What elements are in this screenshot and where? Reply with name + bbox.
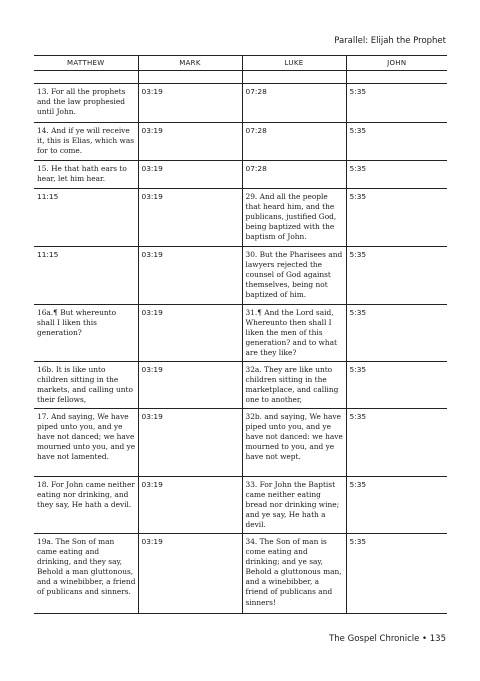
spacer-cell: [34, 71, 138, 84]
mark-cell: 03:19: [138, 247, 242, 305]
matthew-cell: 19a. The Son of man came eating and drinking, and they say, Behold a man gluttonous, and a winebibber, a friend of publicans and sinners.: [34, 534, 138, 614]
john-cell: 5:35: [346, 477, 447, 534]
mark-cell: 03:19: [138, 84, 242, 123]
mark-cell: 03:19: [138, 477, 242, 534]
table-row: [34, 161, 447, 189]
john-cell: 5:35: [346, 305, 447, 362]
spacer-cell: [242, 71, 346, 84]
luke-cell: 34. The Son of man is come eating and drinking; and ye say, Behold a gluttonous man, and a winebibber, a friend of publicans and sinners!: [242, 534, 346, 614]
table-row: [34, 477, 447, 534]
table-row: [34, 409, 447, 477]
john-cell: 5:35: [346, 161, 447, 189]
column-header-john: JOHN: [346, 56, 447, 71]
luke-cell: 07:28: [242, 161, 346, 189]
matthew-cell: 13. For all the prophets and the law prophesied until John.: [34, 84, 138, 123]
luke-cell: 33. For John the Baptist came neither eating bread nor drinking wine; and ye say, He hath a devil.: [242, 477, 346, 534]
matthew-cell: 16b. It is like unto children sitting in the markets, and calling unto their fellows,: [34, 362, 138, 409]
john-cell: 5:35: [346, 534, 447, 614]
luke-cell: 31.¶ And the Lord said, Whereunto then shall I liken the men of this generation? and to what are they like?: [242, 305, 346, 362]
column-header-mark: MARK: [138, 56, 242, 71]
table-row: [34, 84, 447, 123]
luke-cell: 32a. They are like unto children sitting in the marketplace, and calling one to another,: [242, 362, 346, 409]
matthew-cell: 18. For John came neither eating nor drinking, and they say, He hath a devil.: [34, 477, 138, 534]
mark-cell: 03:19: [138, 534, 242, 614]
table-row: [34, 534, 447, 614]
mark-cell: 03:19: [138, 189, 242, 247]
table-row: [34, 362, 447, 409]
matthew-cell: 11:15: [34, 247, 138, 305]
spacer-cell: [346, 71, 447, 84]
john-cell: 5:35: [346, 409, 447, 477]
mark-cell: 03:19: [138, 123, 242, 161]
matthew-cell: 17. And saying, We have piped unto you, and ye have not danced; we have mourned unto you, and ye have not lamented.: [34, 409, 138, 477]
page-header-title: Parallel: Elijah the Prophet: [334, 36, 446, 46]
luke-cell: 29. And all the people that heard him, and the publicans, justified God, being baptized with the baptism of John.: [242, 189, 346, 247]
matthew-cell: 15. He that hath ears to hear, let him hear.: [34, 161, 138, 189]
john-cell: 5:35: [346, 84, 447, 123]
john-cell: 5:35: [346, 189, 447, 247]
spacer-cell: [138, 71, 242, 84]
table-row: [34, 189, 447, 247]
column-header-matthew: MATTHEW: [34, 56, 138, 71]
luke-cell: 32b. and saying, We have piped unto you, and ye have not danced: we have mourned to you, and ye have not wept.: [242, 409, 346, 477]
luke-cell: 07:28: [242, 123, 346, 161]
parallel-table: [34, 55, 447, 614]
matthew-cell: 11:15: [34, 189, 138, 247]
mark-cell: 03:19: [138, 362, 242, 409]
table-row: [34, 305, 447, 362]
mark-cell: 03:19: [138, 305, 242, 362]
mark-cell: 03:19: [138, 161, 242, 189]
luke-cell: 07:28: [242, 84, 346, 123]
john-cell: 5:35: [346, 123, 447, 161]
john-cell: 5:35: [346, 362, 447, 409]
header-spacer-row: [34, 71, 447, 84]
column-header-row: [34, 56, 447, 71]
page-footer: The Gospel Chronicle • 135: [329, 634, 446, 644]
table-row: [34, 123, 447, 161]
table-row: [34, 247, 447, 305]
matthew-cell: 16a.¶ But whereunto shall I liken this generation?: [34, 305, 138, 362]
column-header-luke: LUKE: [242, 56, 346, 71]
mark-cell: 03:19: [138, 409, 242, 477]
john-cell: 5:35: [346, 247, 447, 305]
luke-cell: 30. But the Pharisees and lawyers rejected the counsel of God against themselves, being not baptized of him.: [242, 247, 346, 305]
matthew-cell: 14. And if ye will receive it, this is Elias, which was for to come.: [34, 123, 138, 161]
